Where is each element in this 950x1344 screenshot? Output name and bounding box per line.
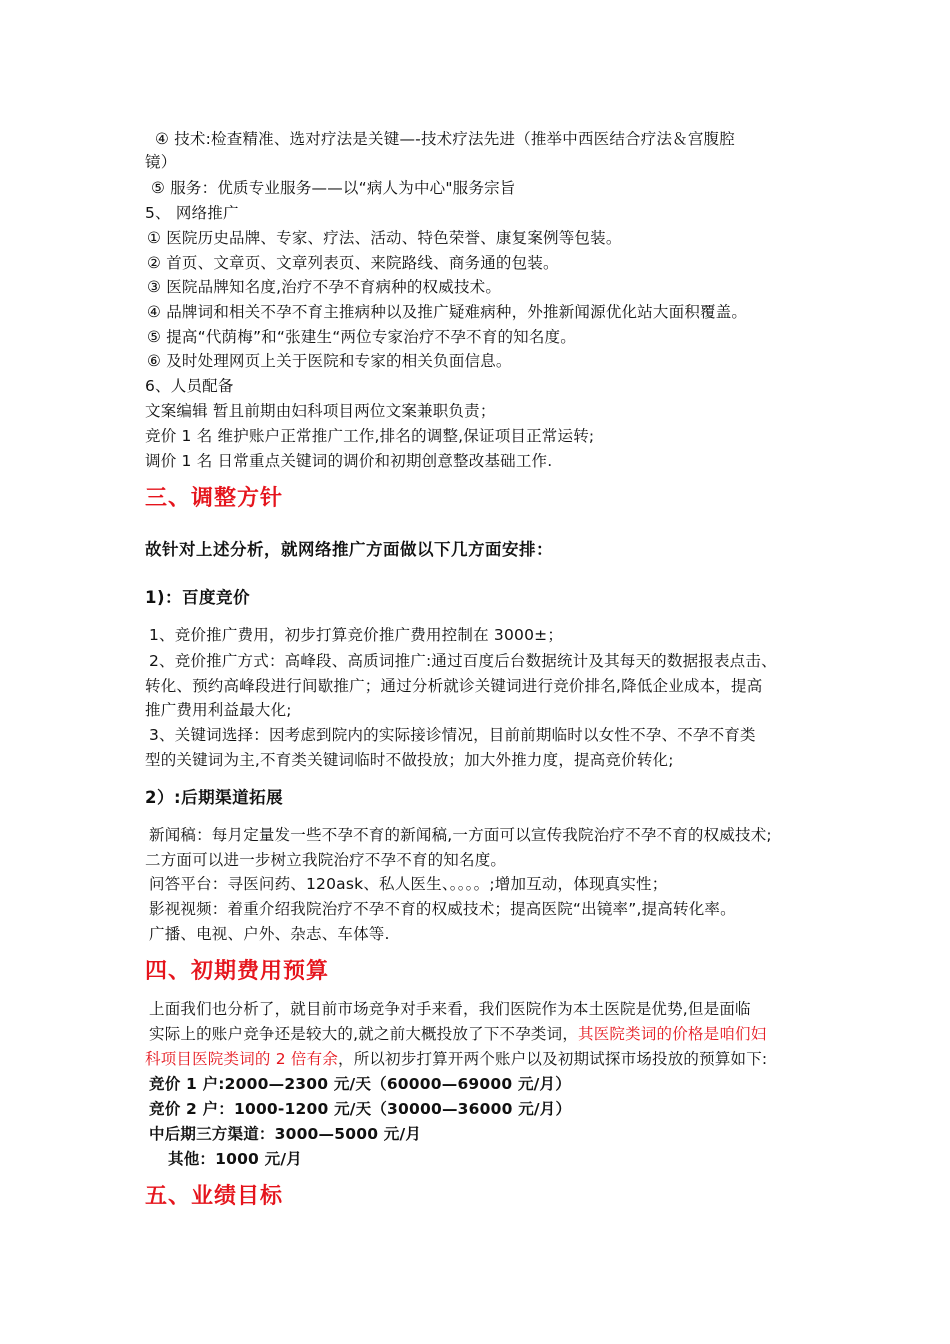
list-item-6: ⑥ 及时处理网页上关于医院和专家的相关负面信息。 [147, 352, 512, 370]
paragraph-bidding-cost: 1、竞价推广费用，初步打算竞价推广费用控制在 3000±； [149, 626, 564, 644]
subheading-staffing: 6、人员配备 [145, 377, 234, 395]
staff-price-adjust: 调价 1 名 日常重点关键词的调价和初期创意整改基础工作. [145, 452, 553, 470]
list-item-service: ⑤ 服务：优质专业服务——以“病人为中心"服务宗旨 [151, 179, 516, 197]
paragraph-keyword-selection: 3、关键词选择：因考虑到院内的实际接诊情况，目前前期临时以女性不孕、不孕不育类 [149, 726, 756, 744]
list-item-3: ③ 医院品牌知名度,治疗不孕不育病种的权威技术。 [147, 278, 502, 296]
paragraph-keyword-selection-cont: 型的关键词为主,不育类关键词临时不做投放；加大外推力度，提高竞价转化; [145, 751, 674, 769]
section-heading-performance: 五、业绩目标 [145, 1184, 284, 1209]
budget-item-account2: 竞价 2 户：1000-1200 元/天（30000—36000 元/月） [149, 1100, 572, 1118]
list-item-5: ⑤ 提高“代荫梅”和“张建生“两位专家治疗不孕不育的知名度。 [147, 328, 576, 346]
paragraph-bidding-method: 2、竞价推广方式：高峰段、高质词推广:通过百度后台数据统计及其每天的数据报表点击、 [149, 652, 777, 670]
channel-news-cont: 二方面可以进一步树立我院治疗不孕不育的知名度。 [145, 851, 507, 869]
budget-item-other: 其他：1000 元/月 [168, 1150, 302, 1168]
subheading-baidu-bidding: 1)：百度竞价 [145, 588, 251, 607]
section-heading-adjustment: 三、调整方针 [145, 486, 284, 511]
section3-intro: 故针对上述分析，就网络推广方面做以下几方面安排： [145, 540, 553, 559]
budget-item-third-party: 中后期三方渠道：3000—5000 元/月 [149, 1125, 422, 1143]
list-item-4: ④ 品牌词和相关不孕不育主推病种以及推广疑难病种，外推新闻源优化站大面积覆盖。 [147, 303, 748, 321]
staff-bidding: 竞价 1 名 维护账户正常推广工作,排名的调整,保证项目正常运转; [145, 427, 595, 445]
staff-copywriter: 文案编辑 暂且前期由妇科项目两位文案兼职负责； [145, 402, 496, 420]
channel-qa: 问答平台：寻医问药、120ask、私人医生、。。。。;增加互动，体现真实性； [149, 875, 668, 893]
channel-news: 新闻稿：每月定量发一些不孕不育的新闻稿,一方面可以宣传我院治疗不孕不育的权威技术; [149, 826, 772, 844]
budget-item-account1: 竞价 1 户:2000—2300 元/天（60000—69000 元/月） [149, 1075, 571, 1093]
list-item-technology-cont: 镜） [145, 153, 177, 171]
list-item-technology: ④ 技术:检查精准、选对疗法是关键—-技术疗法先进（推举中西医结合疗法＆宫腹腔 [155, 130, 735, 148]
paragraph-bidding-method-cont2: 推广费用利益最大化; [145, 701, 292, 719]
paragraph-bidding-method-cont1: 转化、预约高峰段进行间歇推广；通过分析就诊关键词进行竞价排名,降低企业成本，提高 [145, 677, 763, 695]
budget-highlight-cont: 科项目医院类词的 2 倍有余 [145, 1050, 339, 1068]
channel-media: 广播、电视、户外、杂志、车体等. [149, 925, 390, 943]
list-item-2: ② 首页、文章页、文章列表页、来院路线、商务通的包装。 [147, 254, 559, 272]
budget-highlight: 其医院类词的价格是咱们妇 [578, 1025, 767, 1043]
section-heading-budget: 四、初期费用预算 [145, 959, 330, 984]
list-item-1: ① 医院历史品牌、专家、疗法、活动、特色荣誉、康复案例等包装。 [147, 229, 622, 247]
channel-video: 影视视频：着重介绍我院治疗不孕不育的权威技术；提高医院“出镜率”,提高转化率。 [149, 900, 736, 918]
budget-paragraph-line2 [149, 1023, 766, 1045]
budget-text: 实际上的账户竞争还是较大的,就之前大概投放了下不孕类词， [149, 1025, 579, 1043]
budget-paragraph-line3 [145, 1048, 767, 1070]
budget-paragraph-line1: 上面我们也分析了，就目前市场竞争对手来看，我们医院作为本土医院是优势,但是面临 [149, 1000, 751, 1018]
subheading-channel-expansion: 2）:后期渠道拓展 [145, 788, 284, 807]
subheading-network-promotion: 5、 网络推广 [145, 204, 239, 222]
budget-text-cont: ，所以初步打算开两个账户以及初期试探市场投放的预算如下: [338, 1050, 768, 1068]
